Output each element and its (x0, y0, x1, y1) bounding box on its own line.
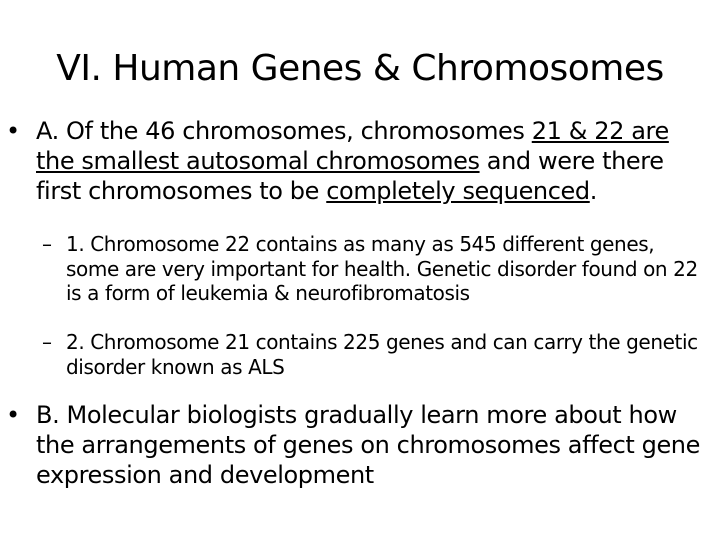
subbullet-1-text: 1. Chromosome 22 contains as many as 545 different genes, some are very important for health. Genetic disorder found on 22 is a form of leukemia & neurofibromatosis (66, 232, 698, 305)
bullet-marker: • (6, 401, 20, 429)
bullet-a-part-3: and were there first chromosomes to be (36, 147, 664, 205)
subbullet-2-text: 2. Chromosome 21 contains 225 genes and can carry the genetic disorder known as ALS (66, 330, 698, 379)
subbullet-1 (42, 232, 712, 306)
bullet-b-text: B. Molecular biologists gradually learn more about how the arrangements of genes on chromosomes affect gene expression and development (36, 401, 700, 489)
bullet-a-part-5: . (589, 177, 597, 205)
subbullet-marker: – (42, 232, 52, 256)
bullet-a-part-1: A. Of the 46 chromosomes, chromosomes (36, 117, 532, 145)
bullet-b (6, 400, 712, 490)
bullet-marker: • (6, 117, 20, 145)
bullet-a-underlined-smallest: 21 & 22 are the smallest autosomal chromosomes (36, 117, 669, 175)
subbullet-2 (42, 330, 712, 379)
bullet-a-text (36, 116, 676, 206)
subbullet-marker: – (42, 330, 52, 354)
slide-title: VI. Human Genes & Chromosomes (56, 48, 664, 89)
bullet-a (6, 116, 712, 206)
bullet-a-underlined-sequenced: completely sequenced (326, 177, 590, 205)
